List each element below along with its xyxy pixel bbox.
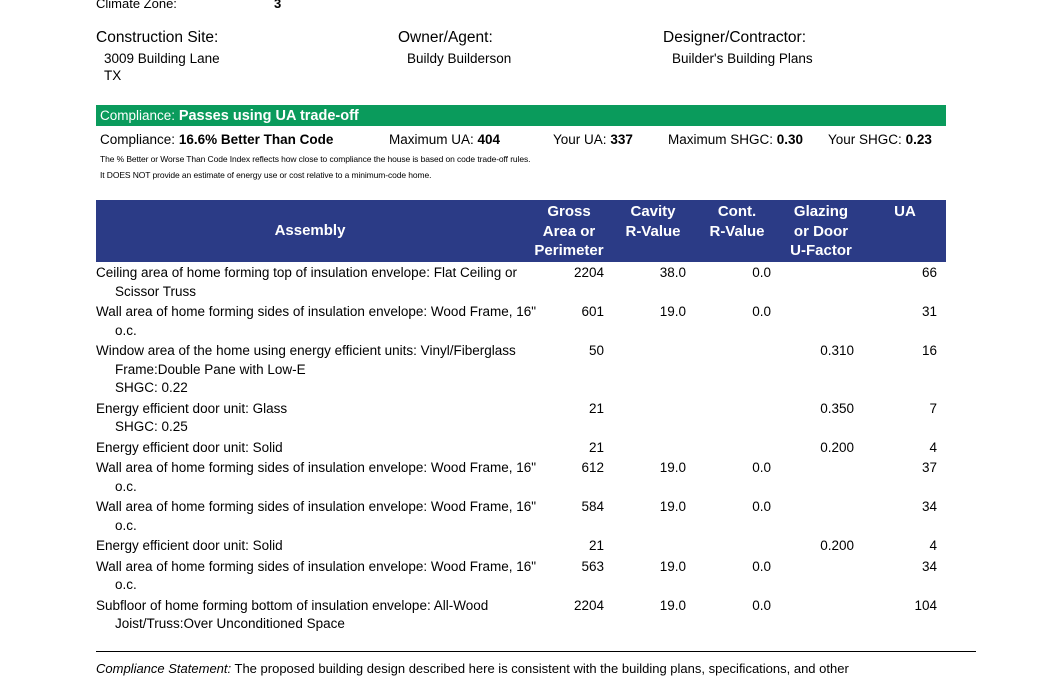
- table-row: [96, 558, 946, 595]
- gross-cell: 601: [581, 304, 604, 319]
- assembly-table-body: [96, 264, 946, 636]
- ua-cell: 4: [929, 538, 937, 553]
- table-row: [96, 400, 946, 437]
- gross-cell: 2204: [573, 597, 604, 613]
- ua-cell: 31: [921, 304, 937, 319]
- your-ua-value: 337: [610, 132, 633, 147]
- gross-cell: 612: [581, 460, 604, 475]
- header-cont: [698, 202, 776, 241]
- table-row: [96, 303, 946, 340]
- gross-cell: 2204: [573, 265, 604, 280]
- owner-name: Buildy Builderson: [407, 51, 512, 66]
- ua-cell: 16: [921, 343, 937, 358]
- max-shgc-value: 0.30: [776, 132, 804, 147]
- header-cavity-line: R-Value: [625, 222, 681, 240]
- glazing-cell: 0.200: [820, 538, 854, 553]
- header-cont-line: R-Value: [709, 222, 765, 240]
- assembly-desc: Window area of the home using energy efficient units: Vinyl/Fiberglass Frame:Double Pane with Low-E: [96, 343, 516, 377]
- header-cavity-line: Cavity: [630, 203, 676, 220]
- header-glazing-line: U-Factor: [790, 242, 852, 259]
- summary-value: 16.6% Better Than Code: [178, 132, 334, 147]
- table-row: [96, 498, 946, 535]
- table-row: [96, 537, 946, 556]
- divider: [96, 651, 976, 652]
- ua-cell: 34: [921, 499, 937, 514]
- ua-cell: 37: [921, 460, 937, 475]
- your-ua: [553, 132, 633, 147]
- statement-text: The proposed building design described here is consistent with the building plans, specifications, and other: [234, 661, 849, 676]
- climate-zone-label: Climate Zone:: [96, 0, 177, 11]
- climate-zone-value: 3: [274, 0, 282, 11]
- max-shgc: [668, 132, 803, 147]
- cavity-cell: 19.0: [659, 460, 686, 475]
- assembly-desc: Ceiling area of home forming top of insulation envelope: Flat Ceiling or Scissor Truss: [96, 265, 517, 299]
- table-row: [96, 342, 946, 398]
- header-cavity: [614, 202, 692, 241]
- glazing-cell: 0.350: [820, 400, 854, 416]
- header-gross-line: Perimeter: [534, 242, 604, 259]
- assembly-desc: Energy efficient door unit: Glass: [96, 400, 288, 416]
- cont-cell: 0.0: [752, 597, 771, 613]
- compliance-banner: [96, 105, 946, 126]
- designer-heading: Designer/Contractor:: [663, 29, 807, 46]
- compliance-statement: [96, 661, 849, 676]
- construction-site-state: TX: [104, 68, 122, 83]
- glazing-cell: 0.310: [820, 343, 854, 358]
- banner-label: Compliance:: [100, 108, 176, 123]
- compliance-note-1: The % Better or Worse Than Code Index reflects how close to compliance the house is based on code trade-off rules.: [100, 154, 531, 164]
- max-shgc-label: Maximum SHGC:: [668, 132, 774, 147]
- header-glazing: [776, 202, 866, 261]
- assembly-desc: Subfloor of home forming bottom of insulation envelope: All-Wood Joist/Truss:Over Unconditioned Space: [96, 597, 489, 631]
- max-ua-label: Maximum UA:: [389, 132, 474, 147]
- header-gross-line: Gross: [547, 203, 591, 220]
- compliance-note-2: It DOES NOT provide an estimate of energy use or cost relative to a minimum-code home.: [100, 170, 432, 180]
- cavity-cell: 19.0: [659, 499, 686, 514]
- construction-site-address: 3009 Building Lane: [104, 51, 220, 66]
- ua-cell: 104: [914, 597, 937, 613]
- cont-cell: 0.0: [752, 304, 771, 319]
- header-glazing-line: Glazing: [793, 203, 849, 220]
- ua-cell: 4: [929, 439, 937, 455]
- header-cont-line: Cont.: [717, 203, 757, 220]
- your-shgc-label: Your SHGC:: [828, 132, 902, 147]
- cavity-cell: 38.0: [659, 265, 686, 280]
- table-row: [96, 459, 946, 496]
- assembly-desc: Wall area of home forming sides of insulation envelope: Wood Frame, 16" o.c.: [96, 558, 537, 592]
- your-shgc-value: 0.23: [905, 132, 932, 147]
- max-ua: [389, 132, 500, 147]
- cont-cell: 0.0: [752, 265, 771, 280]
- assembly-desc-shgc: SHGC: 0.22: [115, 380, 188, 395]
- assembly-desc: Energy efficient door unit: Solid: [96, 538, 283, 553]
- gross-cell: 50: [588, 343, 604, 358]
- assembly-desc: Wall area of home forming sides of insulation envelope: Wood Frame, 16" o.c.: [96, 499, 537, 533]
- your-shgc: [828, 132, 932, 147]
- gross-cell: 21: [588, 400, 604, 416]
- assembly-desc: Wall area of home forming sides of insulation envelope: Wood Frame, 16" o.c.: [96, 304, 537, 338]
- construction-site-heading: Construction Site:: [96, 29, 219, 46]
- header-glazing-line: or Door: [793, 222, 849, 240]
- your-ua-label: Your UA:: [553, 132, 607, 147]
- cavity-cell: 19.0: [659, 558, 686, 574]
- ua-cell: 34: [921, 558, 937, 574]
- gross-cell: 21: [588, 439, 604, 455]
- table-header: [96, 200, 946, 262]
- header-gross: [526, 202, 612, 261]
- owner-heading: Owner/Agent:: [398, 29, 493, 46]
- cont-cell: 0.0: [752, 460, 771, 475]
- cont-cell: 0.0: [752, 499, 771, 514]
- summary-label: Compliance:: [100, 132, 176, 147]
- statement-label: Compliance Statement:: [96, 661, 232, 676]
- assembly-desc-shgc: SHGC: 0.25: [115, 419, 188, 434]
- designer-name: Builder's Building Plans: [672, 51, 813, 66]
- ua-cell: 66: [921, 265, 937, 280]
- cavity-cell: 19.0: [659, 304, 686, 319]
- gross-cell: 21: [588, 538, 604, 553]
- header-gross-line: Area or: [542, 222, 596, 240]
- cont-cell: 0.0: [752, 558, 771, 574]
- glazing-cell: 0.200: [820, 439, 854, 455]
- gross-cell: 584: [581, 499, 604, 514]
- table-row: [96, 264, 946, 301]
- cavity-cell: 19.0: [659, 597, 686, 613]
- table-row: [96, 597, 946, 634]
- header-assembly: Assembly: [274, 222, 346, 239]
- banner-result: Passes using UA trade-off: [178, 108, 359, 124]
- table-row: [96, 439, 946, 458]
- max-ua-value: 404: [477, 132, 501, 147]
- compliance-summary: [100, 132, 333, 147]
- assembly-desc: Wall area of home forming sides of insulation envelope: Wood Frame, 16" o.c.: [96, 460, 537, 494]
- assembly-desc: Energy efficient door unit: Solid: [96, 439, 283, 455]
- header-ua: UA: [894, 203, 916, 220]
- gross-cell: 563: [581, 558, 604, 574]
- ua-cell: 7: [929, 400, 937, 416]
